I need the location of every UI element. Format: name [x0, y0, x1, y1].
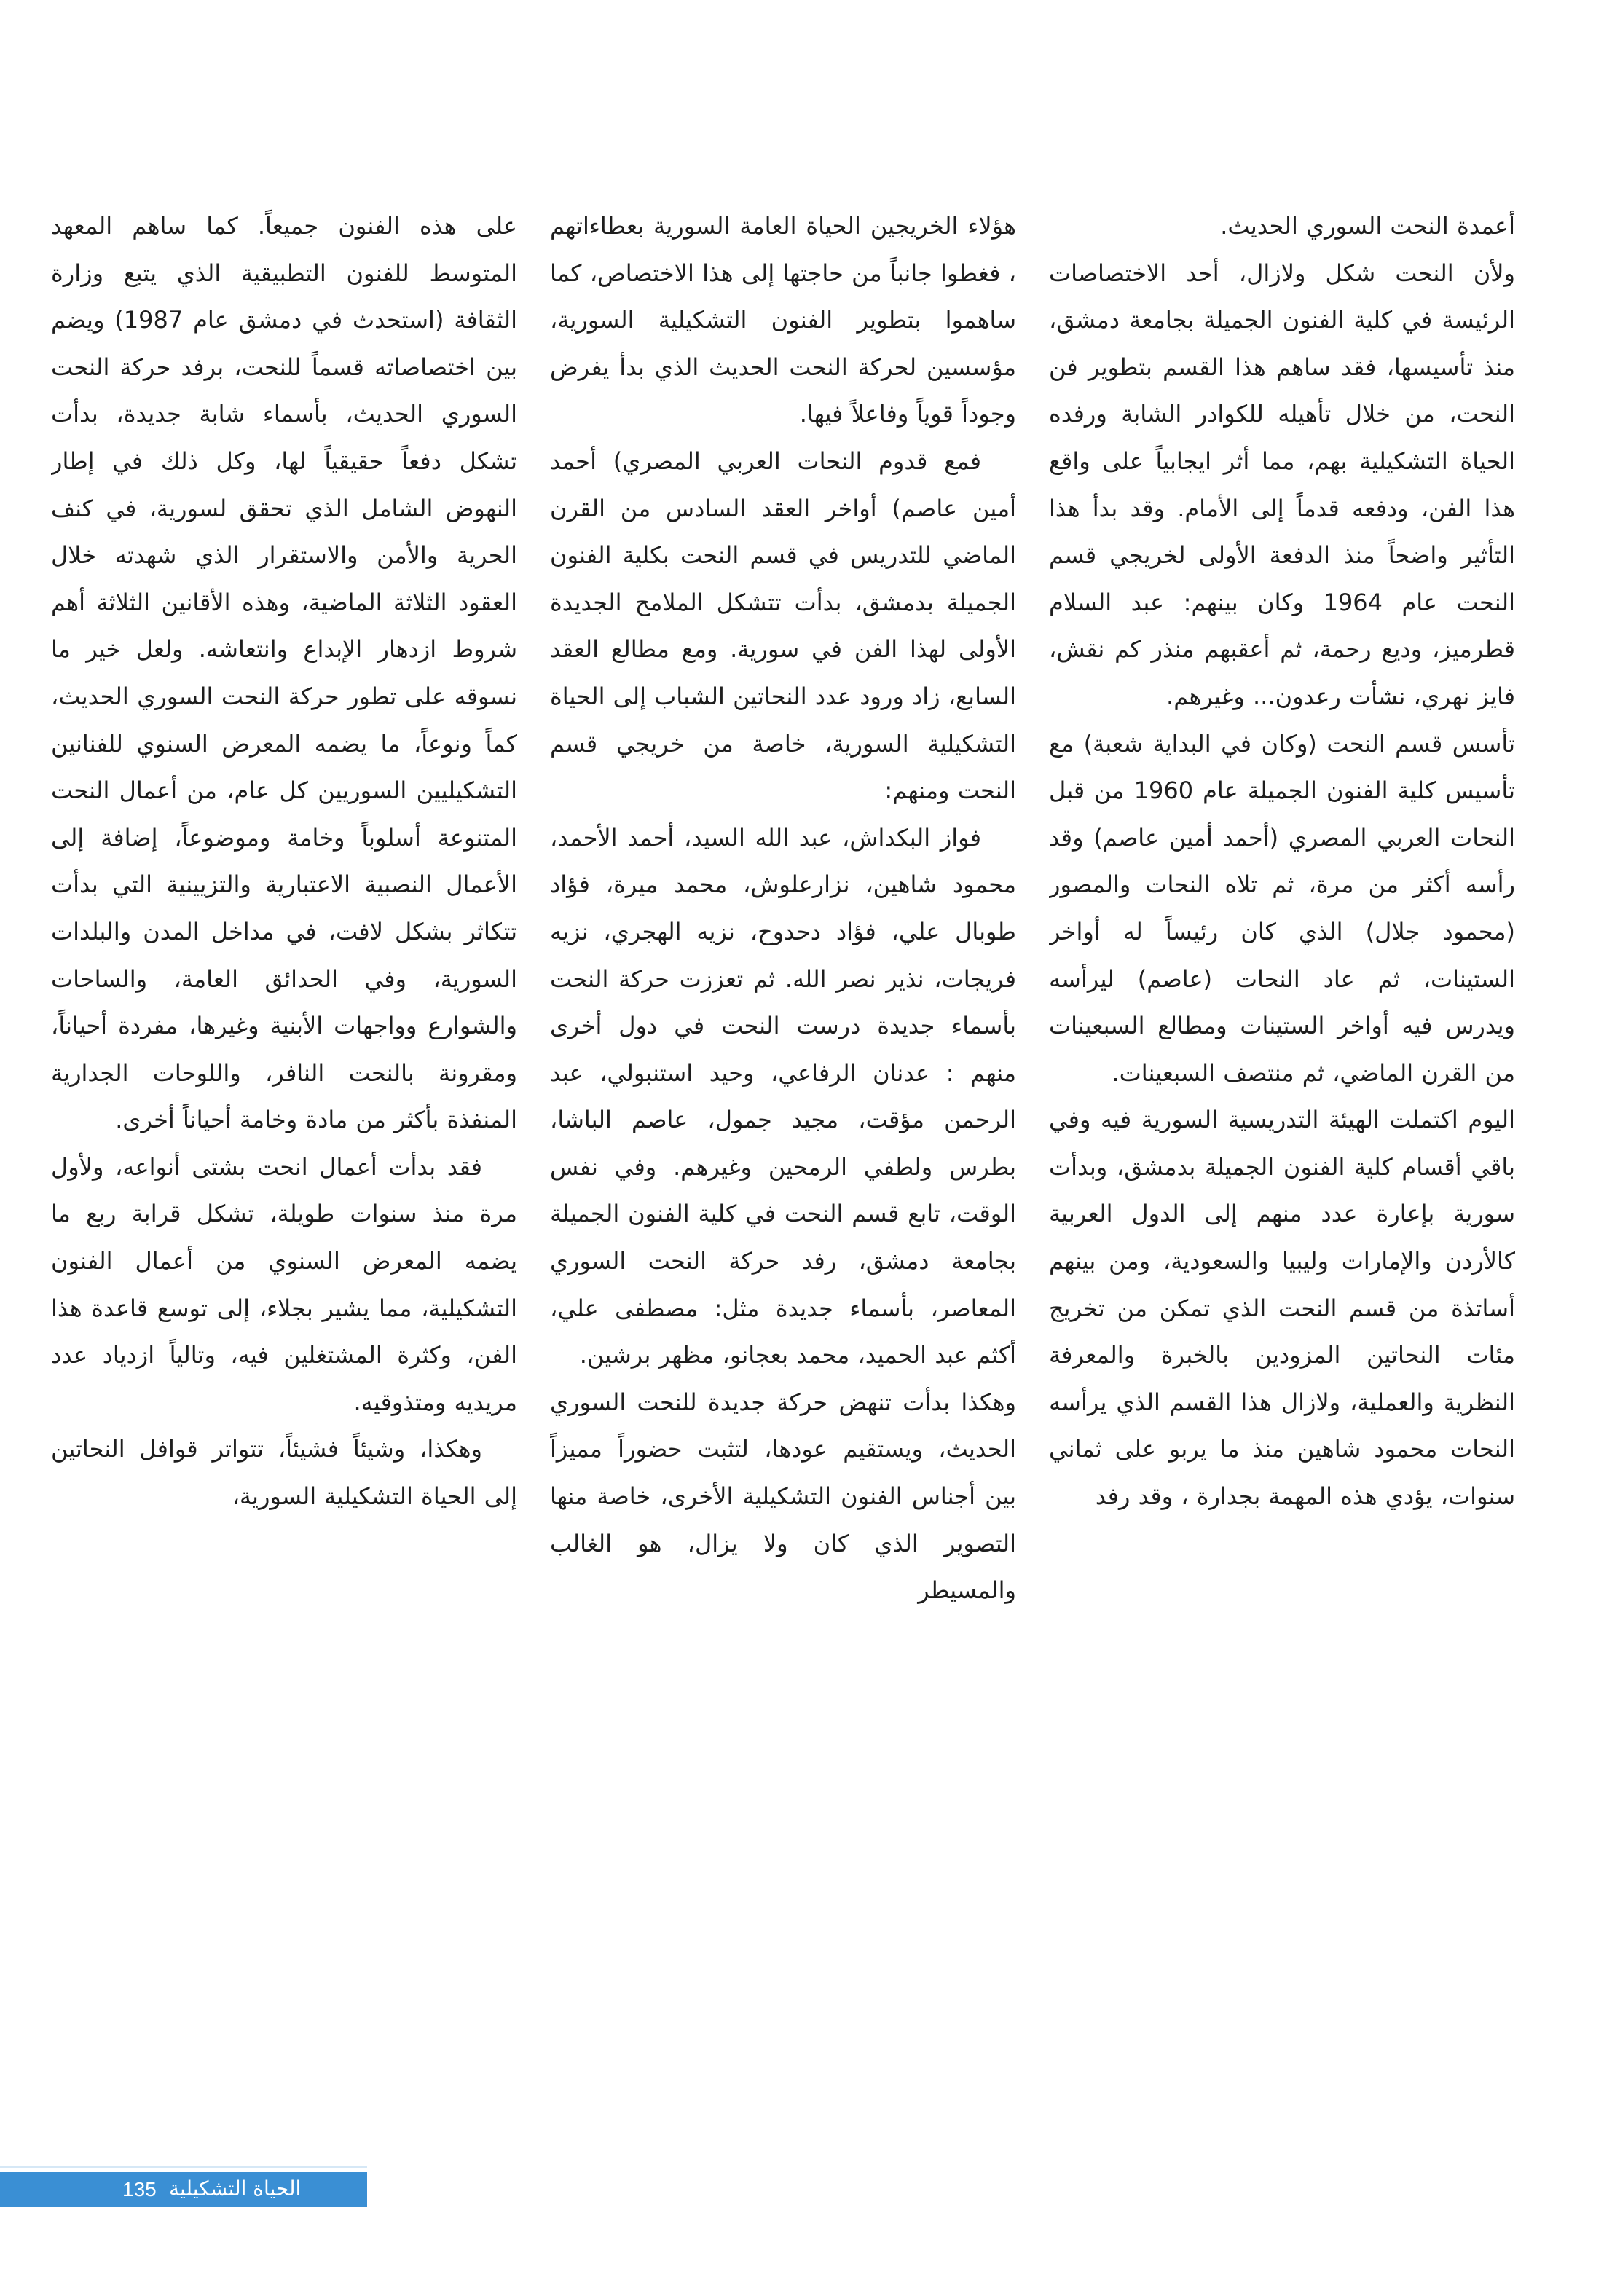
article-paragraph: وهكذا، وشيئاً فشيئاً، تتواتر قوافل النحاتين إلى الحياة التشكيلية السورية،: [51, 1435, 517, 1511]
article-paragraph: فقد بدأت أعمال انحت بشتى أنواعه، ولأول مرة منذ سنوات طويلة، تشكل قرابة ربع ما يضمه المعرض السنوي من أعمال الفنون التشكيلية، مما يشير بجلاء، إلى توسع قاعدة هذا الفن، وكثرة المشتغلين فيه، وتالياً ازدياد عدد مريديه ومتذوقيه.: [51, 1152, 517, 1416]
article-paragraph: فواز البكداش، عبد الله السيد، أحمد الأحمد، محمود شاهين، نزارعلوش، محمد ميرة، فؤاد طوبال علي، فؤاد دحدوح، نزيه الهجري، نزيه فريجات، نذير نصر الله. ثم تعززت حركة النحت بأسماء جديدة درست النحت في دول أخرى منهم : عدنان الرفاعي، وحيد استنبولي، عبد الرحمن مؤقت، مجيد جمول، عاصم الباشا، بطرس ولطفي الرمحين وغيرهم. وفي نفس الوقت، تابع قسم النحت في كلية الفنون الجميلة بجامعة دمشق، رفد حركة النحت السوري المعاصر، بأسماء جديدة مثل: مصطفى علي، أكثم عبد الحميد، محمد بعجانو، مظهر برشين.: [550, 823, 1016, 1369]
article-paragraph: ولأن النحت شكل ولازال، أحد الاختصاصات الرئيسة في كلية الفنون الجميلة بجامعة دمشق، منذ تأسيسها، فقد ساهم هذا القسم بتطوير فن النحت، من خلال تأهيله للكوادر الشابة ورفده الحياة التشكيلية بهم، مما أثر ايجابياً على واقع هذا الفن، ودفعه قدماً إلى الأمام. وقد بدأ هذا التأثير واضحاً منذ الدفعة الأولى لخريجي قسم النحت عام 1964 وكان بينهم: عبد السلام قطرميز، وديع رحمة، ثم أعقبهم منذر كم نقش، فايز نهري، نشأت رعدون... وغيرهم.: [1049, 259, 1515, 710]
article-column-middle: [550, 203, 1016, 1994]
article-paragraph: فمع قدوم النحات العربي المصري) أحمد أمين عاصم) أواخر العقد السادس من القرن الماضي للتدريس في قسم النحت بكلية الفنون الجميلة بدمشق، بدأت تتشكل الملامح الجديدة الأولى لهذا الفن في سورية. ومع مطالع العقد السابع، زاد ورود عدد النحاتين الشباب إلى الحياة التشكيلية السورية، خاصة من خريجي قسم النحت ومنهم:: [550, 447, 1016, 805]
article-paragraph: وهكذا بدأت تنهض حركة جديدة للنحت السوري الحديث، ويستقيم عودها، لتثبت حضوراً مميزاً بين أجناس الفنون التشكيلية الأخرى، خاصة منها التصوير الذي كان ولا يزال، هو الغالب والمسيطر: [550, 1388, 1016, 1605]
page-number: 135: [122, 2178, 157, 2201]
article-column-right: [1049, 203, 1515, 1994]
magazine-title: الحياة التشكيلية: [169, 2177, 302, 2201]
article-paragraph: أعمدة النحت السوري الحديث.: [1220, 212, 1515, 240]
article-paragraph: هؤلاء الخريجين الحياة العامة السورية بعطاءاتهم ، فغطوا جانباً من حاجتها إلى هذا الاختصاص، كما ساهموا بتطوير الفنون التشكيلية السورية، مؤسسين لحركة النحت الحديث الذي بدأ يفرض وجوداً قوياً وفاعلاً فيها.: [550, 212, 1016, 428]
article-paragraph: اليوم اكتملت الهيئة التدريسية السورية فيه وفي باقي أقسام كلية الفنون الجميلة بدمشق، وبدأت سورية بإعارة عدد منهم إلى الدول العربية كالأردن والإمارات وليبيا والسعودية، ومن بينهم أساتذة من قسم النحت الذي تمكن من تخريج مئات النحاتين المزودين بالخبرة والمعرفة النظرية والعملية، ولازال هذا القسم الذي يرأسه النحات محمود شاهين منذ ما يربو على ثماني سنوات، يؤدي هذه المهمة بجدارة ، وقد رفد: [1049, 1106, 1515, 1511]
article-column-left: [51, 203, 517, 1994]
article-paragraph: على هذه الفنون جميعاً. كما ساهم المعهد المتوسط للفنون التطبيقية الذي يتبع وزارة الثقافة (استحدث في دمشق عام 1987) ويضم بين اختصاصاته قسماً للنحت، برفد حركة النحت السوري الحديث، بأسماء شابة جديدة، بدأت تشكل دفعاً حقيقياً لها، وكل ذلك في إطار النهوض الشامل الذي تحقق لسورية، في كنف الحرية والأمن والاستقرار الذي شهدته خلال العقود الثلاثة الماضية، وهذه الأقانين الثلاثة أهم شروط ازدهار الإبداع وانتعاشه. ولعل خير ما نسوقه على تطور حركة النحت السوري الحديث، كماً ونوعاً، ما يضمه المعرض السنوي للفنانين التشكيليين السوريين كل عام، من أعمال النحت المتنوعة أسلوباً وخامة وموضوعاً، إضافة إلى الأعمال النصبية الاعتبارية والتزيينية التي بدأت تتكاثر بشكل لافت، في مداخل المدن والبلدات السورية، وفي الحدائق العامة، والساحات والشوارع وواجهات الأبنية وغيرها، مفردة أحياناً، ومقرونة بالنحت النافر، واللوحات الجدارية المنفذة بأكثر من مادة وخامة أحياناً أخرى.: [51, 212, 517, 1134]
page-footer-bar: [0, 2172, 367, 2207]
footer-divider: [0, 2166, 367, 2168]
article-paragraph: تأسس قسم النحت (وكان في البداية شعبة) مع تأسيس كلية الفنون الجميلة عام 1960 من قبل النحات العربي المصري (أحمد أمين عاصم) وقد رأسه أكثر من مرة، ثم تلاه النحات والمصور (محمود جلال) الذي كان رئيساً له أواخر الستينات، ثم عاد النحات (عاصم) ليرأسه ويدرس فيه أواخر الستينات ومطالع السبعينات من القرن الماضي، ثم منتصف السبعينات.: [1049, 729, 1515, 1087]
